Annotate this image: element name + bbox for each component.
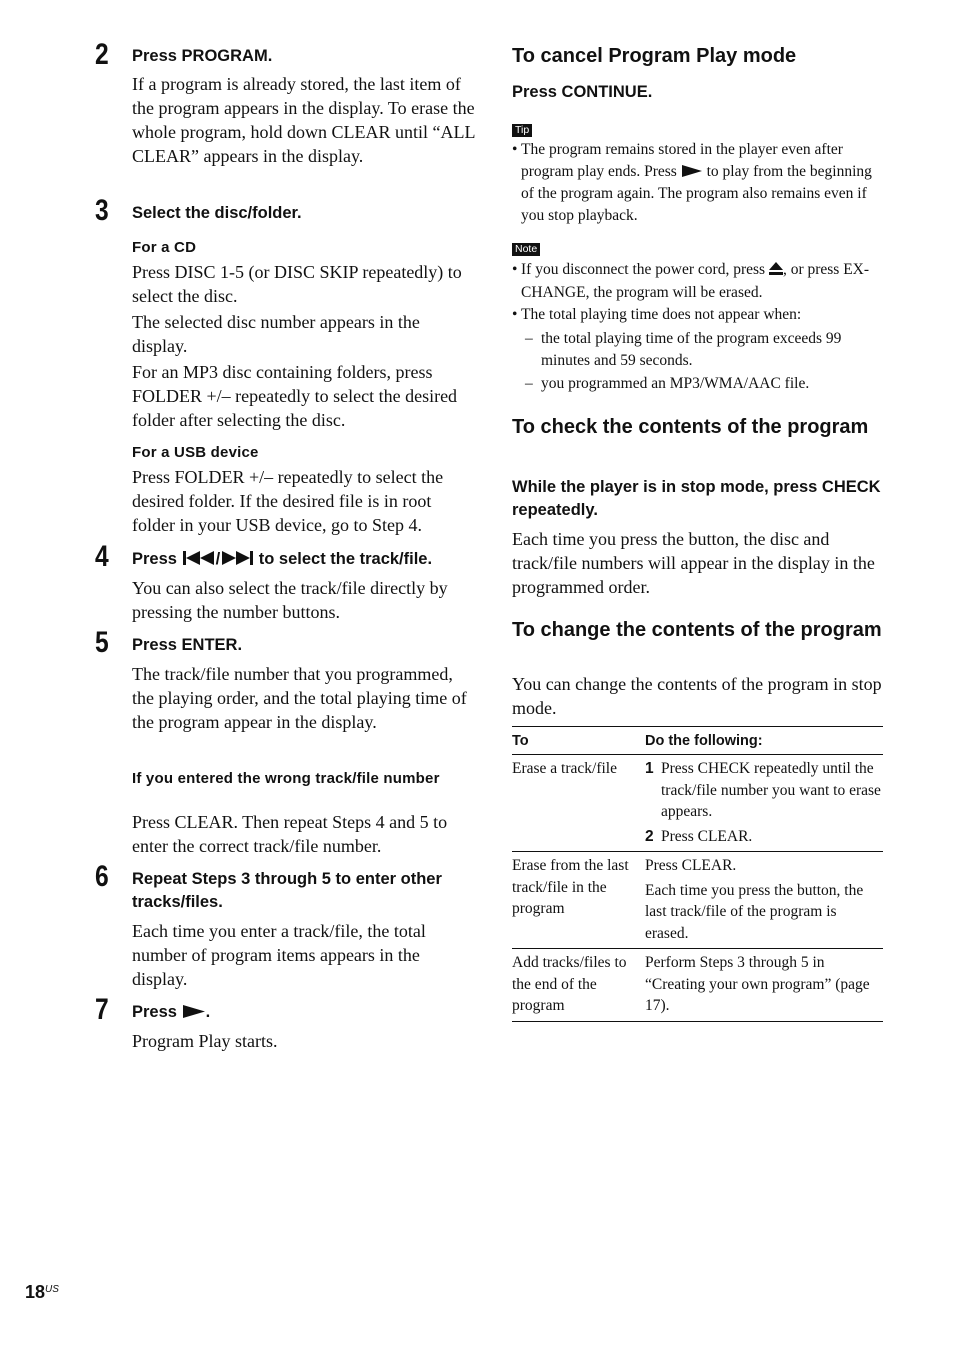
table-header-to: To: [512, 727, 645, 755]
step-3-heading: Select the disc/folder.: [132, 204, 302, 222]
table-cell: Erase from the last track/file in the program: [512, 852, 645, 949]
step-6-body: Each time you enter a track/file, the total number of program items appears in the display.: [132, 921, 426, 989]
step-2-number: 2: [95, 38, 109, 71]
check-body: Each time you press the button, the disc and track/file numbers will appear in the display in the programmed order.: [512, 529, 875, 597]
note-bullet-2: [512, 304, 884, 326]
note-b1-post: , or press EX-CHANGE, the program will be erased.: [521, 261, 870, 301]
table-row: [512, 949, 883, 1022]
table-cell: [645, 949, 883, 1022]
note-bullet-mark: •: [512, 261, 518, 278]
change-body: You can change the contents of the program in stop mode.: [512, 674, 882, 718]
note-bullet-1-text: [512, 259, 884, 303]
tip-text: [512, 139, 884, 226]
step-number: 1: [645, 760, 654, 777]
step-2-heading: Press PROGRAM.: [132, 47, 273, 65]
step-4-head-sep: /: [215, 550, 221, 568]
tip-bullet: [512, 139, 884, 226]
tip-bullet-mark: •: [512, 141, 518, 158]
step-5-heading: Press ENTER.: [132, 636, 243, 654]
note-bullet-2-text: The total playing time does not appear when:: [521, 306, 802, 323]
change-title: To change the contents of the program: [512, 619, 882, 641]
note-bullet-1: [512, 259, 884, 303]
page-number: [25, 1282, 59, 1303]
step-7-head-pre: Press: [132, 1003, 177, 1021]
step-6-heading: Repeat Steps 3 through 5 to enter other tracks/files.: [132, 870, 442, 911]
step-5-body: The track/file number that you programmed, the playing order, and the total playing time of the program appear in the display.: [132, 664, 467, 732]
usb-body: Press FOLDER +/– repeatedly to select the desired folder. If the desired file is in root folder in your USB device, go to Step 4.: [132, 467, 444, 535]
check-title: To check the contents of the program: [512, 416, 869, 438]
cell-paragraph: Perform Steps 3 through 5 in “Creating your own program” (page 17).: [645, 954, 870, 1014]
play-icon: [182, 1002, 206, 1025]
tip-text-pre: The program remains stored in the player even after program play ends. Press: [521, 141, 843, 180]
note-b1-pre: If you disconnect the power cord, press: [521, 261, 766, 278]
step-4-head-post: to select the track/file.: [258, 550, 433, 568]
cancel-title: To cancel Program Play mode: [512, 45, 797, 67]
tip-text-post: to play from the beginning of the program again. The program also remains even if you stop playback.: [521, 162, 872, 224]
play-icon: [681, 162, 703, 184]
note-dash-1-text: the total playing time of the program exceeds 99 minutes and 59 seconds.: [541, 330, 842, 369]
eject-icon: [769, 260, 783, 282]
page-number-suffix: US: [45, 1284, 59, 1295]
dash-mark: –: [525, 330, 533, 347]
step-6-number: 6: [95, 860, 109, 893]
cell-paragraph: Press CLEAR.: [645, 857, 737, 874]
table-cell: [645, 755, 883, 852]
table-cell: Add tracks/files to the end of the program: [512, 949, 645, 1022]
cell-paragraph: Each time you press the button, the last track/file of the program is erased.: [645, 881, 864, 942]
step-number: 2: [645, 827, 654, 845]
step-5-number: 5: [95, 626, 109, 659]
step-7-head-post: .: [205, 1003, 211, 1021]
step-4-head-pre: Press: [132, 550, 177, 568]
note-dash-2: [525, 373, 884, 395]
table-cell: [645, 852, 883, 949]
step-7-body: Program Play starts.: [132, 1031, 278, 1051]
table-header-row: [512, 727, 883, 755]
dash-mark: –: [525, 375, 533, 392]
step-7-number: 7: [95, 993, 109, 1026]
change-table: [512, 726, 883, 1022]
wrong-track-body: Press CLEAR. Then repeat Steps 4 and 5 to enter the correct track/file number.: [132, 812, 448, 856]
step-4-heading: [132, 548, 477, 572]
cd-body-2: The selected disc number appears in the display.: [132, 312, 420, 356]
step-text: Press CHECK repeatedly until the track/file number you want to erase appears.: [661, 760, 881, 820]
step-2-body: If a program is already stored, the last item of the program appears in the display. To erase the whole program, hold down CLEAR until “ALL CLEAR” appears in the display.: [132, 74, 475, 166]
wrong-track-subheading: If you entered the wrong track/file number: [132, 770, 440, 787]
note-label: Note: [512, 243, 540, 256]
cd-body-3: For an MP3 disc containing folders, press FOLDER +/– repeatedly to select the desired folder after selecting the disc.: [132, 362, 458, 430]
tip-label: Tip: [512, 124, 532, 137]
usb-subheading: For a USB device: [132, 444, 259, 461]
page-number-value: 18: [25, 1282, 46, 1302]
note-dash-2-text: you programmed an MP3/WMA/AAC file.: [541, 375, 810, 392]
cd-subheading: For a CD: [132, 239, 197, 256]
step-4-body: You can also select the track/file directly by pressing the number buttons.: [132, 578, 448, 622]
table-row: [512, 852, 883, 949]
check-action: While the player is in stop mode, press CHECK repeatedly.: [512, 478, 881, 519]
prev-track-icon: [182, 549, 216, 572]
step-text: Press CLEAR.: [661, 827, 753, 845]
cd-body-1: Press DISC 1-5 (or DISC SKIP repeatedly) to select the disc.: [132, 262, 462, 306]
table-header-do: Do the following:: [645, 727, 883, 755]
note-bullet-mark: •: [512, 306, 518, 323]
note-dash-1: [525, 328, 884, 371]
step-4-number: 4: [95, 540, 109, 573]
cancel-action: Press CONTINUE.: [512, 83, 653, 101]
table-row: [512, 755, 883, 852]
step-3-number: 3: [95, 194, 109, 227]
next-track-icon: [220, 549, 254, 572]
table-cell: Erase a track/file: [512, 755, 645, 852]
step-7-heading: [132, 1001, 477, 1025]
